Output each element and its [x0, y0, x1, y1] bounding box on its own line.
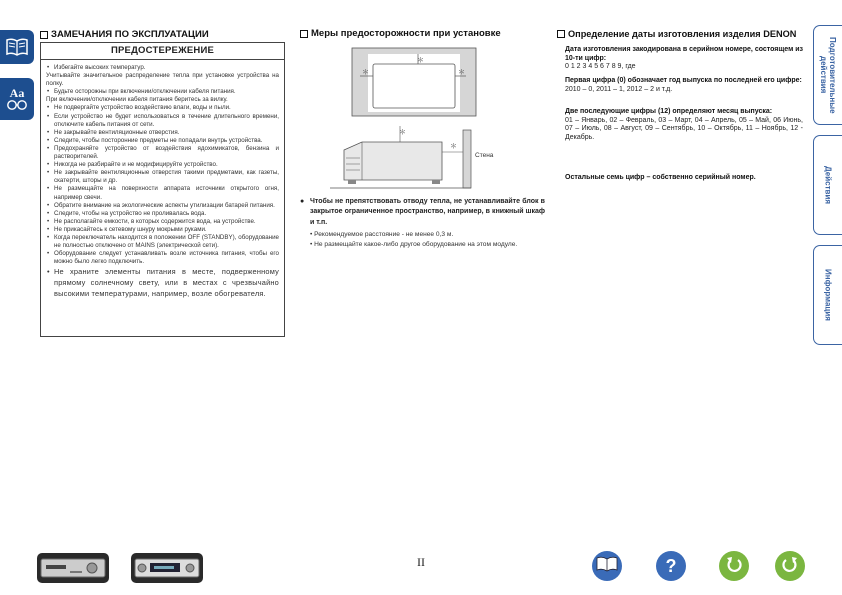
date-paragraph-2: Первая цифра (0) обозначает год выпуска по последней его цифре: 2010 – 0, 2011 – 1, 2012 – 2 и т.д. — [565, 77, 802, 93]
bullet-icon: • — [47, 64, 50, 71]
caution-item: • Не закрывайте вентиляционные отверстия. — [47, 128, 180, 136]
wall-label: Стена — [475, 152, 494, 159]
bullet-icon: • — [47, 225, 50, 233]
caution-item: • Не храните элементы питания в месте, подверженному прямому солнечному свету, или в местах с чрезвычайно высокими температурами, например, возле обогревателя. — [47, 267, 279, 298]
caution-item: • Следите, чтобы посторонние предметы не попадали внутрь устройства. — [47, 136, 263, 144]
help-button[interactable] — [656, 551, 686, 581]
checkbox-bullet-icon — [40, 31, 48, 39]
bullet-icon: • — [47, 250, 50, 258]
bullet-icon: • — [47, 128, 50, 136]
caution-item: При включении/отключении кабеля питания беритесь за вилку. — [46, 96, 228, 104]
contents-tab[interactable] — [0, 30, 34, 64]
aa-text-icon: Aa — [9, 86, 25, 100]
distance-mark-side: ＊ — [450, 143, 457, 150]
caution-item: • Когда переключатель находится в положении OFF (STANDBY), оборудование не полностью отключено от MAINS (электрической сети). — [47, 233, 279, 250]
bullet-icon: • — [47, 112, 50, 120]
caution-item: • Не размещайте на поверхности аппарата источники открытого огня, например свечи. — [47, 185, 279, 201]
bullet-icon: • — [47, 209, 50, 217]
checkbox-bullet-icon — [557, 30, 565, 38]
bullet-icon: • — [47, 233, 50, 241]
distance-mark-up: ＊ — [399, 129, 406, 136]
checkbox-bullet-icon — [300, 30, 308, 38]
distance-mark-right: ＊ — [458, 69, 465, 76]
contents-button[interactable] — [592, 551, 622, 581]
caution-heading: ПРЕДОСТЕРЕЖЕНИЕ — [41, 43, 284, 60]
distance-mark-top: ＊ — [417, 57, 424, 64]
installation-sublist — [310, 230, 550, 251]
bullet-icon: • — [47, 144, 50, 152]
caution-item: • Обратите внимание на экологические аспекты утилизации батарей питания. — [47, 201, 275, 209]
caution-item: Учитывайте значительное распределение тепла при установке устройства на полку. — [46, 72, 279, 88]
list-item: • Рекомендуемое расстояние - не менее 0,3 м. — [310, 231, 454, 238]
caution-item: • Избегайте высоких температур. — [47, 64, 146, 71]
installation-diagram — [300, 40, 500, 200]
caution-item: • Будьте осторожны при включении/отключении кабеля питания. — [47, 88, 236, 96]
date-paragraph-1: Дата изготовления закодирована в серийном номере, состоящем из 10-ти цифр: 0 1 2 3 4 5 6 7 8 9, где — [565, 46, 804, 71]
bullet-icon: • — [47, 169, 50, 177]
caution-item: • Никогда не разбирайте и не модифицируйте устройство. — [47, 161, 218, 169]
date-paragraph-3: Две последующие цифры (12) определяют месяц выпуска: 01 – Январь, 02 – Февраль, 03 – Март, 04 – Апрель, 05 – Май, 06 Июнь, 07 – Июль, 08 – Август, 09 – Сентябрь, 10 – Октябрь, 11 – Ноябрь, 12 - Декабрь. — [565, 108, 803, 142]
question-icon: ? — [665, 555, 677, 576]
tab-preparation[interactable]: Подготовительные действия — [813, 25, 842, 125]
caution-item: • Не прикасайтесь к сетевому шнуру мокрыми руками. — [47, 225, 207, 233]
tab-operations[interactable]: Действия — [813, 135, 842, 235]
book-icon — [596, 555, 618, 578]
operation-notes-title: ЗАМЕЧАНИЯ ПО ЭКСПЛУАТАЦИИ — [40, 29, 209, 40]
bullet-icon: • — [47, 267, 50, 277]
tab-information[interactable]: Информация — [813, 245, 842, 345]
index-tab[interactable] — [0, 78, 34, 120]
bullet-icon: • — [47, 217, 50, 225]
date-title: Определение даты изготовления изделия DENON — [557, 29, 796, 39]
list-item: • Не размещайте какое-либо другое оборудование на этом модуле. — [310, 241, 518, 249]
bullet-icon: • — [47, 185, 50, 193]
bullet-icon: • — [47, 88, 50, 96]
caution-item: • Не располагайте емкости, в которых содержится вода, на устройстве. — [47, 217, 256, 225]
note-bullet-icon: ● — [300, 198, 305, 205]
page-number: II — [417, 555, 425, 569]
installation-title: Меры предосторожности при установке — [300, 28, 501, 39]
caution-list — [41, 60, 284, 299]
bullet-icon: • — [47, 136, 50, 144]
bullet-icon: • — [47, 201, 50, 209]
caution-item: • Предохраняйте устройство от воздействия ядохимикатов, бензина и растворителей. — [47, 144, 279, 161]
caution-item: • Следите, чтобы на устройство не проливалась вода. — [47, 209, 207, 217]
bullet-icon: • — [47, 161, 50, 169]
back-button[interactable] — [719, 551, 749, 581]
caution-item: • Оборудование следует устанавливать возле источника питания, чтобы его можно было легко подключить. — [47, 250, 279, 266]
bullet-icon: • — [47, 104, 50, 112]
date-paragraph-4: Остальные семь цифр – собственно серийный номер. — [565, 174, 756, 181]
caution-item: • Не подвергайте устройство воздействию влаги, воды и пыли. — [47, 104, 231, 112]
heat-dissipation-note: ● Чтобы не препятствовать отводу тепла, не устанавливайте блок в закрытое ограниченное пространство, например, в книжный шкаф и т.п. — [300, 198, 545, 226]
distance-mark-left: ＊ — [362, 69, 369, 76]
glasses-icon — [6, 99, 28, 111]
caution-box — [40, 42, 285, 337]
book-icon — [5, 36, 29, 58]
caution-item: • Если устройство не будет использоваться в течение длительного времени, отключите кабель питания от сети. — [47, 112, 279, 128]
caution-item: • Не закрывайте вентиляционные отверстия такими предметами, как газеты, скатерти, шторы и др. — [47, 169, 279, 185]
forward-icon — [781, 555, 799, 578]
forward-button[interactable] — [775, 551, 805, 581]
back-icon — [725, 555, 743, 578]
